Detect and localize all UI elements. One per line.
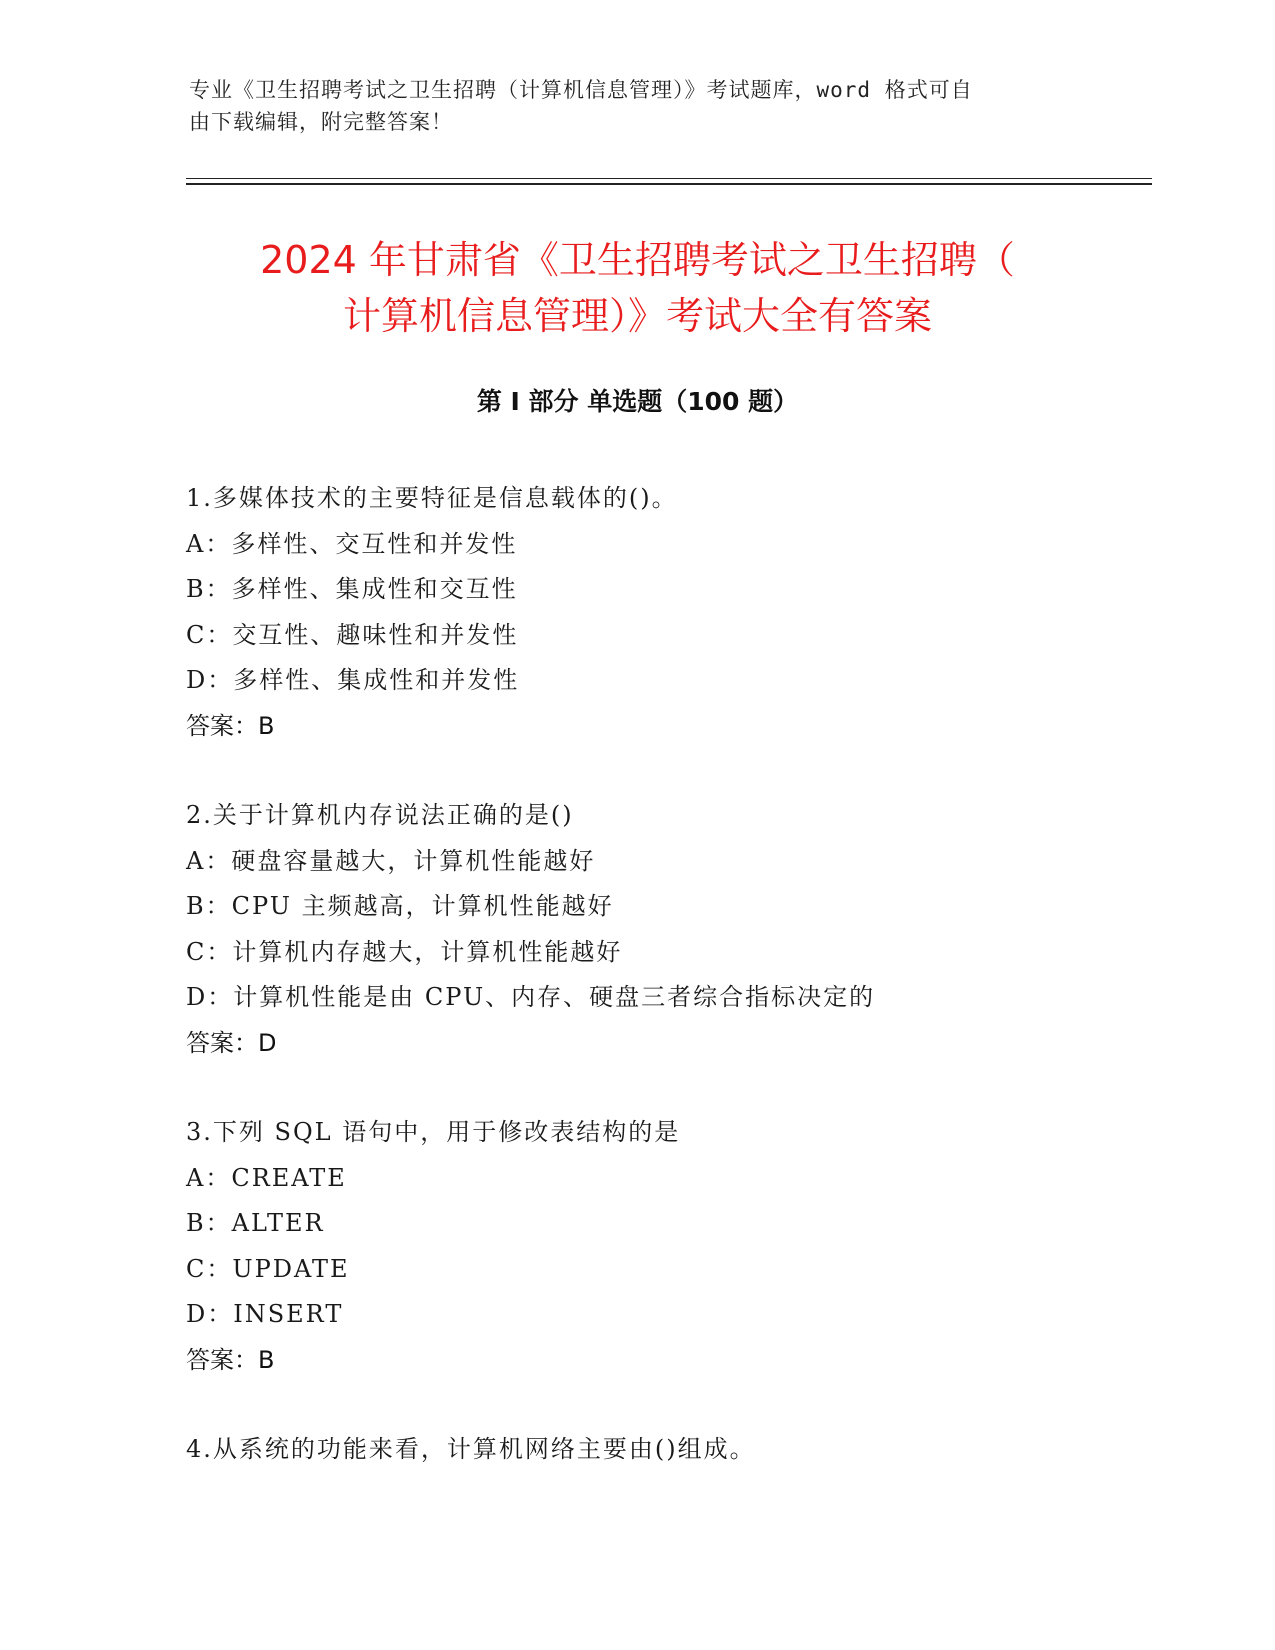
question-3 [186,1110,1146,1383]
question-list [186,476,1146,1517]
option-d: D：多样性、集成性和并发性 [186,666,520,694]
option-b: B：ALTER [186,1209,325,1237]
header-note [189,74,1069,138]
option-b: B：CPU 主频越高，计算机性能越好 [186,892,614,920]
document-title-line-2: 计算机信息管理）》考试大全有答案 [342,294,932,338]
question-4 [186,1427,1146,1473]
option-c: C：计算机内存越大，计算机性能越好 [186,937,623,966]
answer: 答案：B [186,1345,275,1374]
header-divider-thick [186,183,1152,185]
header-note-line-1: 专业《卫生招聘考试之卫生招聘（计算机信息管理）》考试题库，word 格式可自 [189,78,973,102]
header-divider-thin [186,178,1152,179]
question-stem: 2.关于计算机内存说法正确的是() [186,801,574,829]
option-d: D：INSERT [186,1300,344,1328]
answer: 答案：B [186,711,275,740]
document-title-line-1: 2024 年甘肃省《卫生招聘考试之卫生招聘（ [260,238,1015,282]
question-1 [186,476,1146,749]
option-c: C：交互性、趣味性和并发性 [186,620,519,649]
section-title: 第 I 部分 单选题（100 题） [476,387,799,416]
answer: 答案：D [186,1028,277,1057]
question-stem: 3.下列 SQL 语句中，用于修改表结构的是 [186,1118,681,1146]
option-a: A：硬盘容量越大，计算机性能越好 [186,846,596,875]
option-c: C：UPDATE [186,1254,350,1283]
question-2 [186,793,1146,1066]
question-stem: 1.多媒体技术的主要特征是信息载体的()。 [186,484,678,512]
option-a: A：CREATE [186,1163,347,1192]
question-stem: 4.从系统的功能来看，计算机网络主要由()组成。 [186,1435,756,1463]
document-title [120,232,1155,344]
option-b: B：多样性、集成性和交互性 [186,575,518,603]
option-a: A：多样性、交互性和并发性 [186,529,518,558]
header-note-line-2: 由下载编辑，附完整答案！ [189,110,453,134]
option-d: D：计算机性能是由 CPU、内存、硬盘三者综合指标决定的 [186,983,876,1011]
